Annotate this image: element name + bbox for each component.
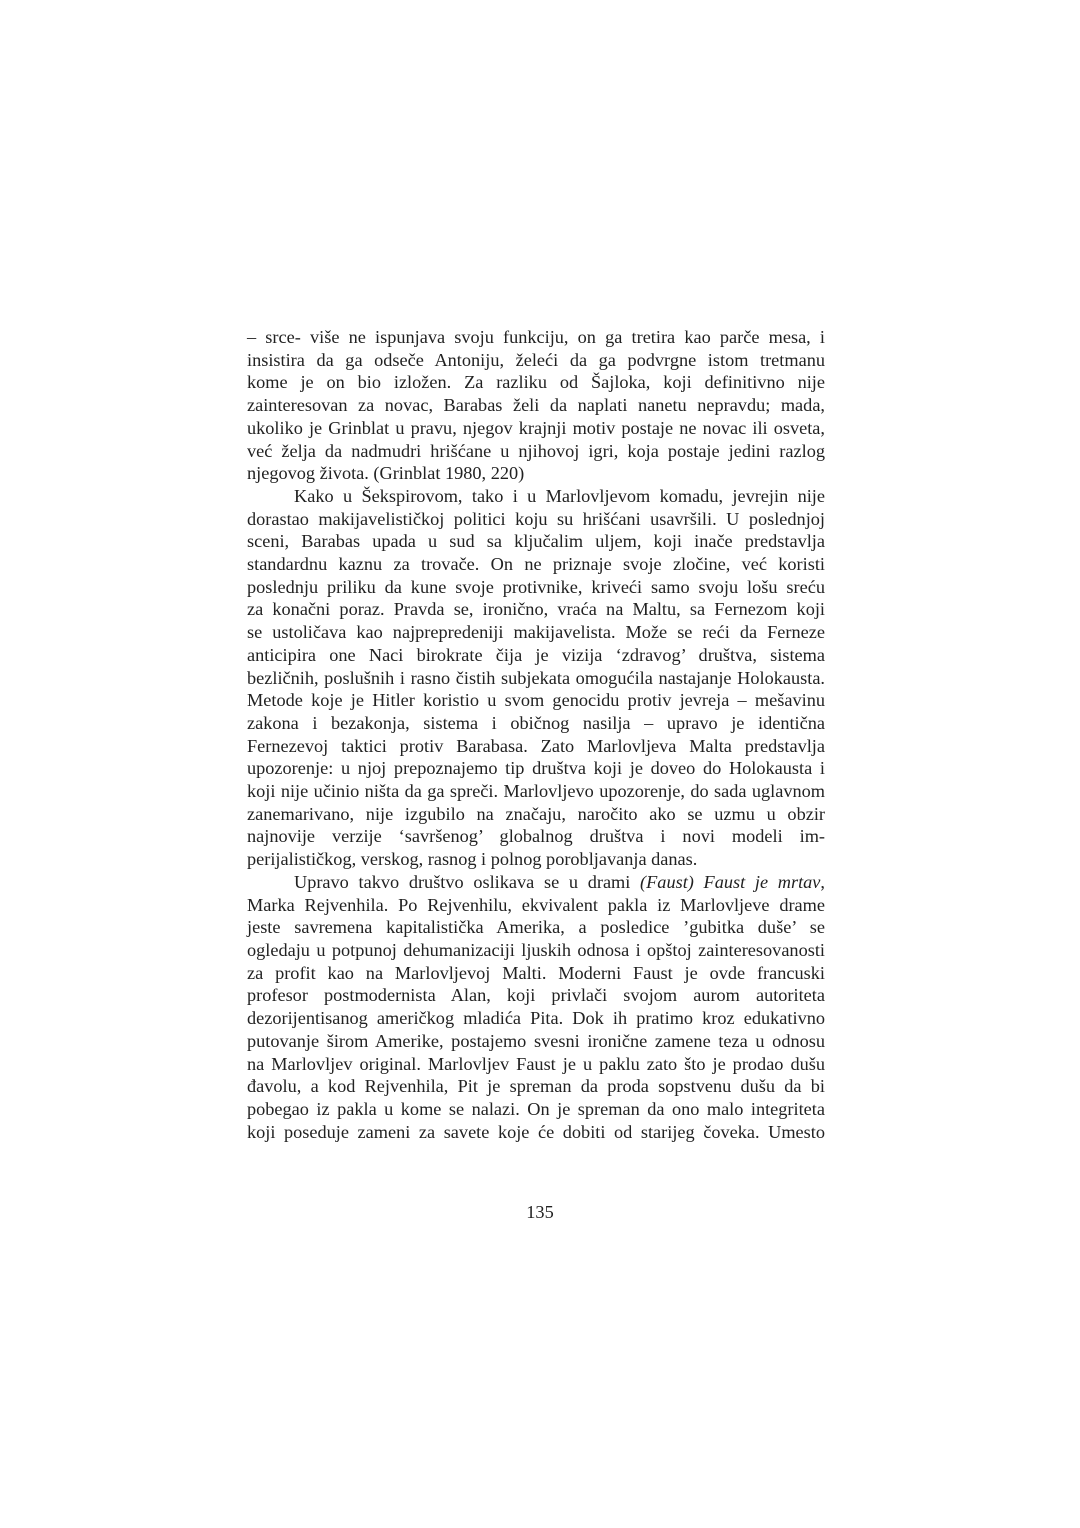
paragraph-1 [247,326,825,485]
text-line: za profit kao na Marlovljevoj Malti. Moderni Faust je ovde francuski [247,962,825,983]
text-line: njegovog života. (Grinblat 1980, 220) [247,463,525,484]
text-line: ogledaju u potpunoj dehumanizaciji ljuskih odnosa i opštoj zainteresovanosti [247,939,825,960]
text-line: insistira da ga odseče Antoniju, želeći da ga podvrgne istom tretmanu [247,349,825,370]
text-line: sceni, Barabas upada u sud sa ključalim uljem, koji inače predstavlja [247,531,825,552]
text-line: dezorijentisanog američkog mladića Pita. Dok ih pratimo kroz edukativno [247,1008,825,1029]
text-line: koji nije učinio ništa da ga spreči. Marlovljevo upozorenje, do sada uglavnom [247,781,825,802]
text-line: putovanje širom Amerike, postajemo svesni ironične zamene teza u odnosu [247,1030,825,1051]
text-line: anticipira one Naci birokrate čija je vizija ‘zdravog’ društva, sistema [247,644,825,665]
text-line: zakona i bezakonja, sistema i običnog nasilja – upravo je identična [247,712,825,733]
text-line: kome je on bio izložen. Za razliku od Šajloka, koji definitivno nije [247,372,825,393]
text-line: standardnu kaznu za trovače. On ne priznaje svoje zločine, već koristi [247,554,825,575]
text-line: na Marlovljev original. Marlovljev Faust je u paklu zato što je prodao dušu [247,1053,825,1074]
text-line: đavolu, a kod Rejvenhila, Pit je spreman da proda sopstvenu dušu da bi [247,1076,825,1097]
text-line: pobegao iz pakla u kome se nalazi. On je spreman da ono malo integriteta [247,1098,825,1119]
paragraph-3 [247,871,825,1143]
text-line: već želja da nadmudri hrišćane u njihovoj igri, koja postaje jedini razlog [247,440,825,461]
text-line: Metode koje je Hitler koristio u svom genocidu protiv jevreja – mešavinu [247,690,825,711]
text-line: poslednju priliku da kune svoje protivnike, kriveći samo svoju lošu sreću [247,576,825,597]
text-line: – srce- više ne ispunjava svoju funkciju, on ga tretira kao parče mesa, i [247,327,825,347]
page-number: 135 [526,1202,554,1222]
text-line: bezličnih, poslušnih i rasno čistih subjekata omogućila nastajanje Holokausta. [247,667,825,688]
text-run: , [820,871,825,892]
text-line: Kako u Šekspirovom, tako i u Marlovljevom komadu, jevrejin nije [294,485,825,506]
text-line: jeste savremena kapitalistička Amerika, a posledice ’gubitka duše’ se [247,917,825,938]
text-line: perijalističkog, verskog, rasnog i polnog porobljavanja danas. [247,849,698,870]
play-title: (Faust) Faust je mrtav [640,871,821,892]
text-line: koji poseduje zameni za savete koje će dobiti od starijeg čoveka. Umesto [247,1121,825,1142]
text-line: se ustoličava kao najprepredeniji makijavelista. Može se reći da Ferneze [247,622,825,643]
text-line: upozorenje: u njoj prepoznajemo tip društva koji je doveo do Holokausta i [247,758,825,779]
body-text [247,326,825,1143]
text-line: zainteresovan za novac, Barabas želi da naplati nanetu nepravdu; mada, [247,395,825,416]
text-line: najnovije verzije ‘savršenog’ globalnog društva i novi modeli im- [247,826,825,847]
text-line: Marka Rejvenhila. Po Rejvenhilu, ekvivalent pakla iz Marlovljeve drame [247,894,825,915]
text-line: za konačni poraz. Pravda se, ironično, vraća na Maltu, sa Fernezom koji [247,599,825,620]
text-line: profesor postmodernista Alan, koji privlači svojom aurom autoriteta [247,985,825,1006]
text-line: ukoliko je Grinblat u pravu, njegov krajnji motiv postaje ne novac ili osveta, [247,417,825,438]
text-line: zanemarivano, nije izgubilo na značaju, naročito ako se uzmu u obzir [247,803,825,824]
text-line: Fernezevoj taktici protiv Barabasa. Zato Marlovljeva Malta predstavlja [247,735,825,756]
paragraph-2 [247,485,825,871]
text-run: Upravo takvo društvo oslikava se u drami [294,871,641,892]
text-line: dorastao makijavelističkoj politici koju su hrišćani usavršili. U poslednjoj [247,508,825,529]
text-line [247,871,825,894]
